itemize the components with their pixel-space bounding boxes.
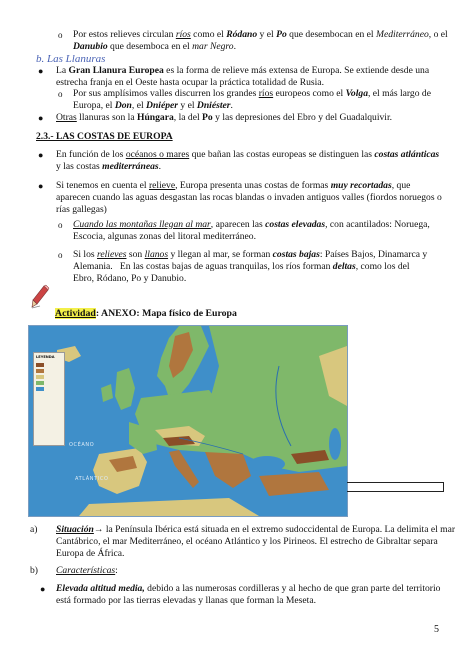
- costas-elevadas-line-2: Escocia, algunas zonas del litoral mediterráneo.: [73, 231, 257, 242]
- ocean-label-1: OCÉANO: [69, 442, 95, 448]
- caracteristicas-heading: Características:: [56, 565, 118, 576]
- costas-bajas-line-1: Si los relieves son llanos y llegan al mar, se forman costas bajas: Países Bajos, Dinamarca y: [73, 249, 428, 260]
- bullet-marker: ●: [38, 150, 44, 160]
- sub-bullet-marker: o: [58, 220, 63, 230]
- map-legend: [33, 352, 65, 446]
- sub-bullet-marker: o: [58, 250, 63, 260]
- altitud-line-2: está formado por las tierras elevadas y llanas que forman la Meseta.: [56, 595, 316, 606]
- costas-p2-line-1: Si tenemos en cuenta el relieve, Europa presenta unas costas de formas muy recortadas, que: [56, 180, 411, 191]
- otras-llanuras-line: Otras llanuras son la Húngara, la del Po y las depresiones del Ebro y del Guadalquivir.: [56, 112, 393, 123]
- legend-swatch: [36, 363, 44, 367]
- costas-bajas-line-3: Ebro, Ródano, Po y Danubio.: [73, 273, 187, 284]
- ocean-label-2: ATLÁNTICO: [75, 476, 109, 482]
- legend-swatch: [36, 375, 44, 379]
- sub-bullet-marker: o: [58, 89, 63, 99]
- altitud-line-1: Elevada altitud media, debido a las numerosas cordilleras y al hecho de que gran parte del territorio: [56, 583, 441, 594]
- europe-physical-map: [28, 325, 348, 517]
- rivers-line-1: Por estos relieves circulan ríos como el Ródano y el Po que desembocan en el Mediterráneo, o el: [73, 29, 448, 40]
- valles-line-2: Europa, el Don, el Dniéper y el Dniéster.: [73, 100, 233, 111]
- caracteristicas-label: b): [30, 565, 38, 576]
- situacion-line-1: Situación→ la Península Ibérica está situada en el extremo sudoccidental de Europa. La delimita el mar: [56, 524, 456, 535]
- costas-p2-line-3: rías gallegas): [56, 204, 107, 215]
- legend-swatch: [36, 381, 44, 385]
- costas-p1-line-2: y las costas mediterráneas.: [56, 161, 162, 172]
- legend-title: LEYENDA: [36, 355, 55, 359]
- page-number: 5: [434, 624, 439, 635]
- situacion-line-3: Europa de África.: [56, 548, 125, 559]
- gran-llanura-line-2: estrecha franja en el Oeste hasta ocupar la práctica totalidad de Rusia.: [56, 77, 324, 88]
- map-graphic: [29, 326, 347, 516]
- sub-bullet-marker: o: [58, 30, 63, 40]
- pencil-icon: [30, 284, 50, 310]
- costas-p1-line-1: En función de los océanos o mares que bañan las costas europeas se distinguen las costas atlánticas: [56, 149, 440, 160]
- bullet-marker: ●: [38, 181, 44, 191]
- costas-elevadas-line-1: Cuando las montañas llegan al mar, aparecen las costas elevadas, con acantilados: Noruega,: [73, 219, 430, 230]
- situacion-label: a): [30, 524, 38, 535]
- bullet-marker: ●: [38, 113, 44, 123]
- bullet-marker: ●: [40, 584, 46, 594]
- gran-llanura-line-1: La Gran Llanura Europea es la forma de relieve más extensa de Europa. Se extiende desde una: [56, 65, 430, 76]
- costas-bajas-line-2: Alemania. En las costas bajas de aguas tranquilas, los ríos forman deltas, como los del: [73, 261, 410, 272]
- costas-heading: 2.3.- LAS COSTAS DE EUROPA: [36, 131, 173, 142]
- valles-line-1: Por sus amplísimos valles discurren los grandes ríos europeos como el Volga, el más largo de: [73, 88, 431, 99]
- llanuras-heading: b. Las Llanuras: [36, 53, 106, 65]
- bullet-marker: ●: [38, 66, 44, 76]
- actividad-line: Actividad: ANEXO: Mapa físico de Europa: [55, 308, 237, 319]
- legend-swatch: [36, 369, 44, 373]
- situacion-line-2: Cantábrico, el mar Mediterráneo, el océano Atlántico y los Pirineos. El estrecho de Gibraltar separa: [56, 536, 438, 547]
- empty-answer-box: [347, 482, 444, 492]
- legend-swatch: [36, 387, 44, 391]
- costas-p2-line-2: aparecen cuando las aguas desgastan las rocas blandas o invaden antiguos valles (fiordos noruegos o: [56, 192, 442, 203]
- rivers-line-2: Danubio que desemboca en el mar Negro.: [73, 41, 237, 52]
